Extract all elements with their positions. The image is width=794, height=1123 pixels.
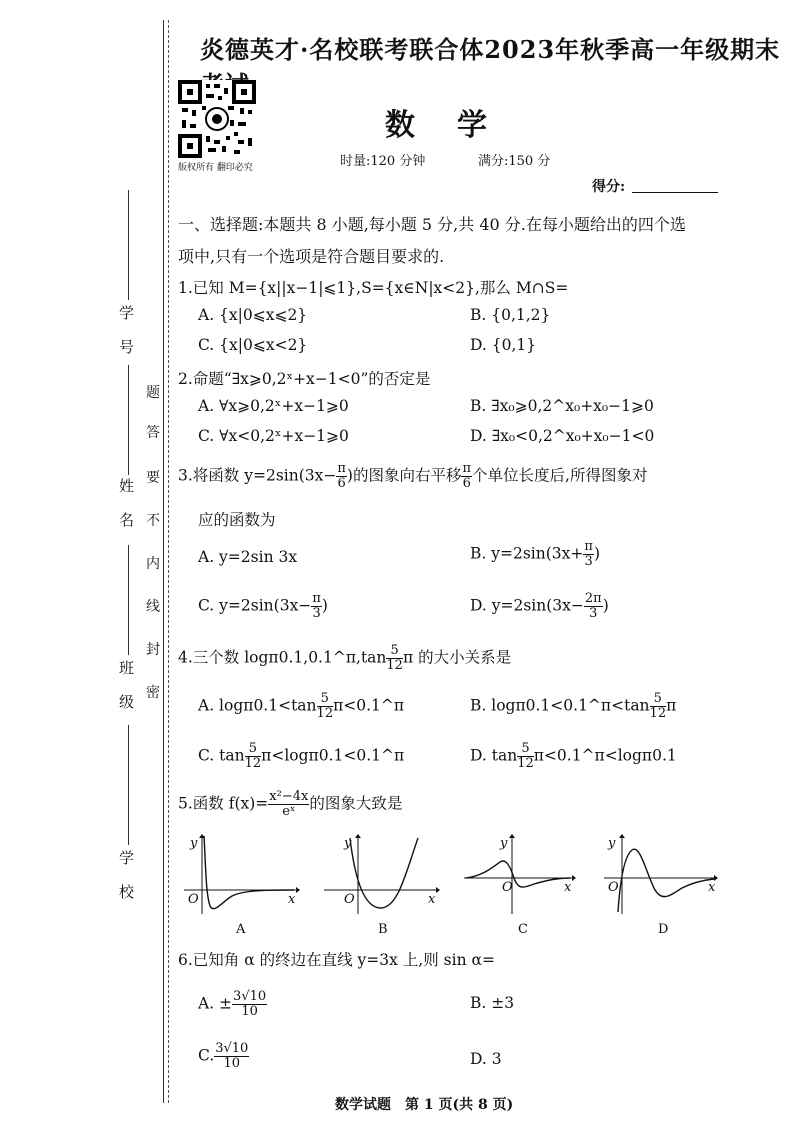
- q6-stem: 6.已知角 α 的终边在直线 y=3x 上,则 sin α=: [178, 951, 495, 969]
- student-id-label: 学 号: [117, 305, 135, 356]
- name-line: [128, 365, 129, 475]
- q4-b-num: 5: [650, 692, 667, 707]
- notice-char: 封: [146, 642, 160, 658]
- q4-d-pre: D. tan: [470, 746, 518, 765]
- q4-c-post: π<logπ0.1<0.1^π: [261, 746, 405, 765]
- q6-a-pre: A. ±: [198, 994, 233, 1013]
- q3-frac-den: 6: [337, 476, 346, 491]
- q3-option-a[interactable]: A. y=2sin 3x: [198, 548, 298, 566]
- notice-char: 线: [146, 599, 160, 615]
- q2-option-d[interactable]: D. ∃x₀<0,2^x₀+x₀−1<0: [470, 427, 655, 445]
- q4-option-b[interactable]: [470, 692, 676, 721]
- full-score: 满分:150 分: [478, 154, 551, 169]
- q4-d-den: 12: [517, 756, 534, 771]
- q4-option-a[interactable]: [198, 692, 404, 721]
- graph-a-x-label: x: [288, 892, 296, 907]
- q6-a-num: 3√10: [233, 989, 267, 1004]
- graph-d[interactable]: [602, 832, 720, 921]
- section-heading-line2: 项中,只有一个选项是符合题目要求的.: [178, 247, 445, 266]
- q3-c-num: π: [312, 591, 321, 606]
- name-label: 姓 名: [117, 478, 135, 529]
- q3-stem-line2: 应的函数为: [198, 511, 276, 529]
- graph-d-caption[interactable]: D: [658, 922, 669, 937]
- q3-c-den: 3: [312, 606, 321, 621]
- binding-line-dashed: [168, 20, 169, 1103]
- q2-stem: 2.命题“∃x⩾0,2ˣ+x−1<0”的否定是: [178, 370, 431, 388]
- notice-char: 密: [146, 685, 160, 701]
- graph-c-y-label: y: [500, 836, 508, 851]
- graph-b-x-label: x: [428, 892, 436, 907]
- graph-a-caption[interactable]: A: [236, 922, 246, 937]
- q6-c-den: 10: [223, 1056, 241, 1071]
- q3-d-close: ): [602, 596, 609, 615]
- q4-stem: [178, 644, 511, 673]
- q3-c-frac: [311, 592, 322, 621]
- q6-option-d[interactable]: D. 3: [470, 1050, 502, 1068]
- q4-a-pre: A. logπ0.1<tan: [198, 696, 317, 715]
- q5-stem: [178, 790, 402, 819]
- q3-option-d[interactable]: [470, 592, 609, 621]
- school-label: 学 校: [117, 850, 135, 901]
- q3-stem: [178, 462, 647, 491]
- q6-option-c[interactable]: [198, 1042, 249, 1071]
- q5-num: x²−4x: [269, 789, 309, 804]
- qr-code[interactable]: [178, 80, 256, 158]
- q3-b-num: π: [584, 539, 593, 554]
- q4-stem-a: 4.三个数 logπ0.1,0.1^π,tan: [178, 648, 387, 667]
- binding-line: [163, 20, 164, 1103]
- q3-d-frac: [584, 592, 603, 621]
- q1-option-a[interactable]: A. {x|0⩽x⩽2}: [198, 306, 308, 324]
- graph-a-origin: O: [188, 892, 199, 907]
- notice-char: 内: [146, 556, 160, 572]
- q6-option-a[interactable]: [198, 990, 267, 1019]
- q6-c-num: 3√10: [215, 1041, 249, 1056]
- q6-a-den: 10: [241, 1004, 258, 1019]
- q3-b-close: ): [593, 544, 600, 563]
- q6-a-frac: [232, 990, 267, 1019]
- q4-stem-b: π 的大小关系是: [402, 648, 512, 667]
- q2-option-c[interactable]: C. ∀x<0,2ˣ+x−1⩾0: [198, 427, 349, 445]
- graph-d-x-label: x: [708, 880, 716, 895]
- q1-option-c[interactable]: C. {x|0⩽x<2}: [198, 336, 308, 354]
- q3-c-pre: C. y=2sin(3x−: [198, 596, 312, 615]
- q6-c-pre: C.: [198, 1046, 215, 1065]
- q4-a-den: 12: [316, 706, 334, 721]
- q4-a-num: 5: [317, 692, 334, 707]
- q4-a-post: π<0.1^π: [333, 696, 405, 715]
- q5-frac: [268, 790, 309, 819]
- q3-frac-pi-6-b: [461, 462, 472, 491]
- graph-c-origin: O: [502, 880, 513, 895]
- subject-title: 数 学: [385, 108, 493, 143]
- q3-frac-num: π: [462, 461, 472, 476]
- q4-d-post: π<0.1^π<logπ0.1: [533, 746, 677, 765]
- q3-option-c[interactable]: [198, 592, 328, 621]
- q5-stem-a: 5.函数 f(x)=: [178, 794, 269, 813]
- exam-time: 时量:120 分钟: [340, 154, 426, 169]
- graph-b[interactable]: [322, 832, 440, 921]
- graph-d-y-label: y: [608, 836, 616, 851]
- q1-option-d[interactable]: D. {0,1}: [470, 336, 537, 354]
- q4-frac: [386, 644, 403, 673]
- notice-char: 不: [146, 513, 160, 529]
- q4-b-post: π: [666, 696, 677, 715]
- q3-frac-den: 6: [462, 476, 471, 491]
- q4-b-frac: [650, 692, 667, 721]
- section-heading-line1: 一、选择题:本题共 8 小题,每小题 5 分,共 40 分.在每小题给出的四个选: [178, 215, 686, 234]
- q4-a-frac: [317, 692, 334, 721]
- qr-caption: 版权所有 翻印必究: [178, 163, 253, 173]
- graph-b-caption[interactable]: B: [378, 922, 388, 937]
- graph-c[interactable]: [462, 832, 580, 921]
- notice-char: 题: [146, 385, 160, 401]
- q4-c-num: 5: [245, 742, 262, 757]
- q1-stem: 1.已知 M={x||x−1|⩽1},S={x∈N|x<2},那么 M∩S=: [178, 279, 569, 297]
- q3-b-den: 3: [584, 554, 593, 569]
- q6-option-b[interactable]: B. ±3: [470, 994, 515, 1012]
- q1-option-b[interactable]: B. {0,1,2}: [470, 306, 551, 324]
- q4-b-den: 12: [649, 706, 667, 721]
- graph-c-x-label: x: [564, 880, 572, 895]
- score-blank[interactable]: [632, 192, 718, 193]
- exam-title: 炎德英才·名校联考联合体2023年秋季高一年级期末: [200, 35, 781, 64]
- q2-option-a[interactable]: A. ∀x⩾0,2ˣ+x−1⩾0: [198, 397, 349, 415]
- graph-d-origin: O: [608, 880, 619, 895]
- student-id-line: [128, 190, 129, 300]
- graph-a-y-label: y: [190, 836, 198, 851]
- q5-stem-b: 的图象大致是: [309, 794, 403, 813]
- q3-d-pre: D. y=2sin(3x−: [470, 596, 584, 615]
- graph-c-caption[interactable]: C: [518, 922, 528, 937]
- q4-option-d[interactable]: [470, 742, 677, 771]
- q4-c-den: 12: [244, 756, 262, 771]
- graph-a[interactable]: [182, 832, 300, 921]
- q6-c-frac: [214, 1042, 249, 1071]
- q3-d-den: 3: [589, 606, 598, 621]
- q3-b-pre: B. y=2sin(3x+: [470, 544, 584, 563]
- graph-b-y-label: y: [344, 836, 352, 851]
- class-label: 班 级: [117, 660, 135, 711]
- q4-den: 12: [386, 658, 403, 673]
- class-line: [128, 545, 129, 655]
- q4-d-frac: [517, 742, 534, 771]
- q3-frac-pi-6: [336, 462, 347, 491]
- q3-option-b[interactable]: [470, 540, 600, 569]
- q3-d-num: 2π: [584, 591, 602, 606]
- q4-option-c[interactable]: [198, 742, 404, 771]
- graph-b-origin: O: [344, 892, 355, 907]
- q3-stem-b: )的图象向右平移: [346, 466, 462, 485]
- q3-frac-num: π: [337, 461, 346, 476]
- q3-c-close: ): [321, 596, 328, 615]
- q4-c-frac: [245, 742, 262, 771]
- q4-num: 5: [386, 644, 403, 659]
- notice-char: 答: [146, 425, 160, 441]
- notice-char: 要: [146, 470, 160, 486]
- q3-stem-c: 个单位长度后,所得图象对: [472, 466, 648, 485]
- q3-stem-a: 3.将函数 y=2sin(3x−: [178, 466, 337, 485]
- q3-b-frac: [583, 540, 594, 569]
- q4-c-pre: C. tan: [198, 746, 245, 765]
- q4-b-pre: B. logπ0.1<0.1^π<tan: [470, 696, 650, 715]
- q5-den: eˣ: [282, 804, 296, 819]
- q4-d-num: 5: [517, 742, 534, 757]
- school-line: [128, 725, 129, 845]
- q2-option-b[interactable]: B. ∃x₀⩾0,2^x₀+x₀−1⩾0: [470, 397, 654, 415]
- score-label: 得分:: [592, 179, 626, 195]
- page-footer: 数学试题 第 1 页(共 8 页): [335, 1097, 514, 1113]
